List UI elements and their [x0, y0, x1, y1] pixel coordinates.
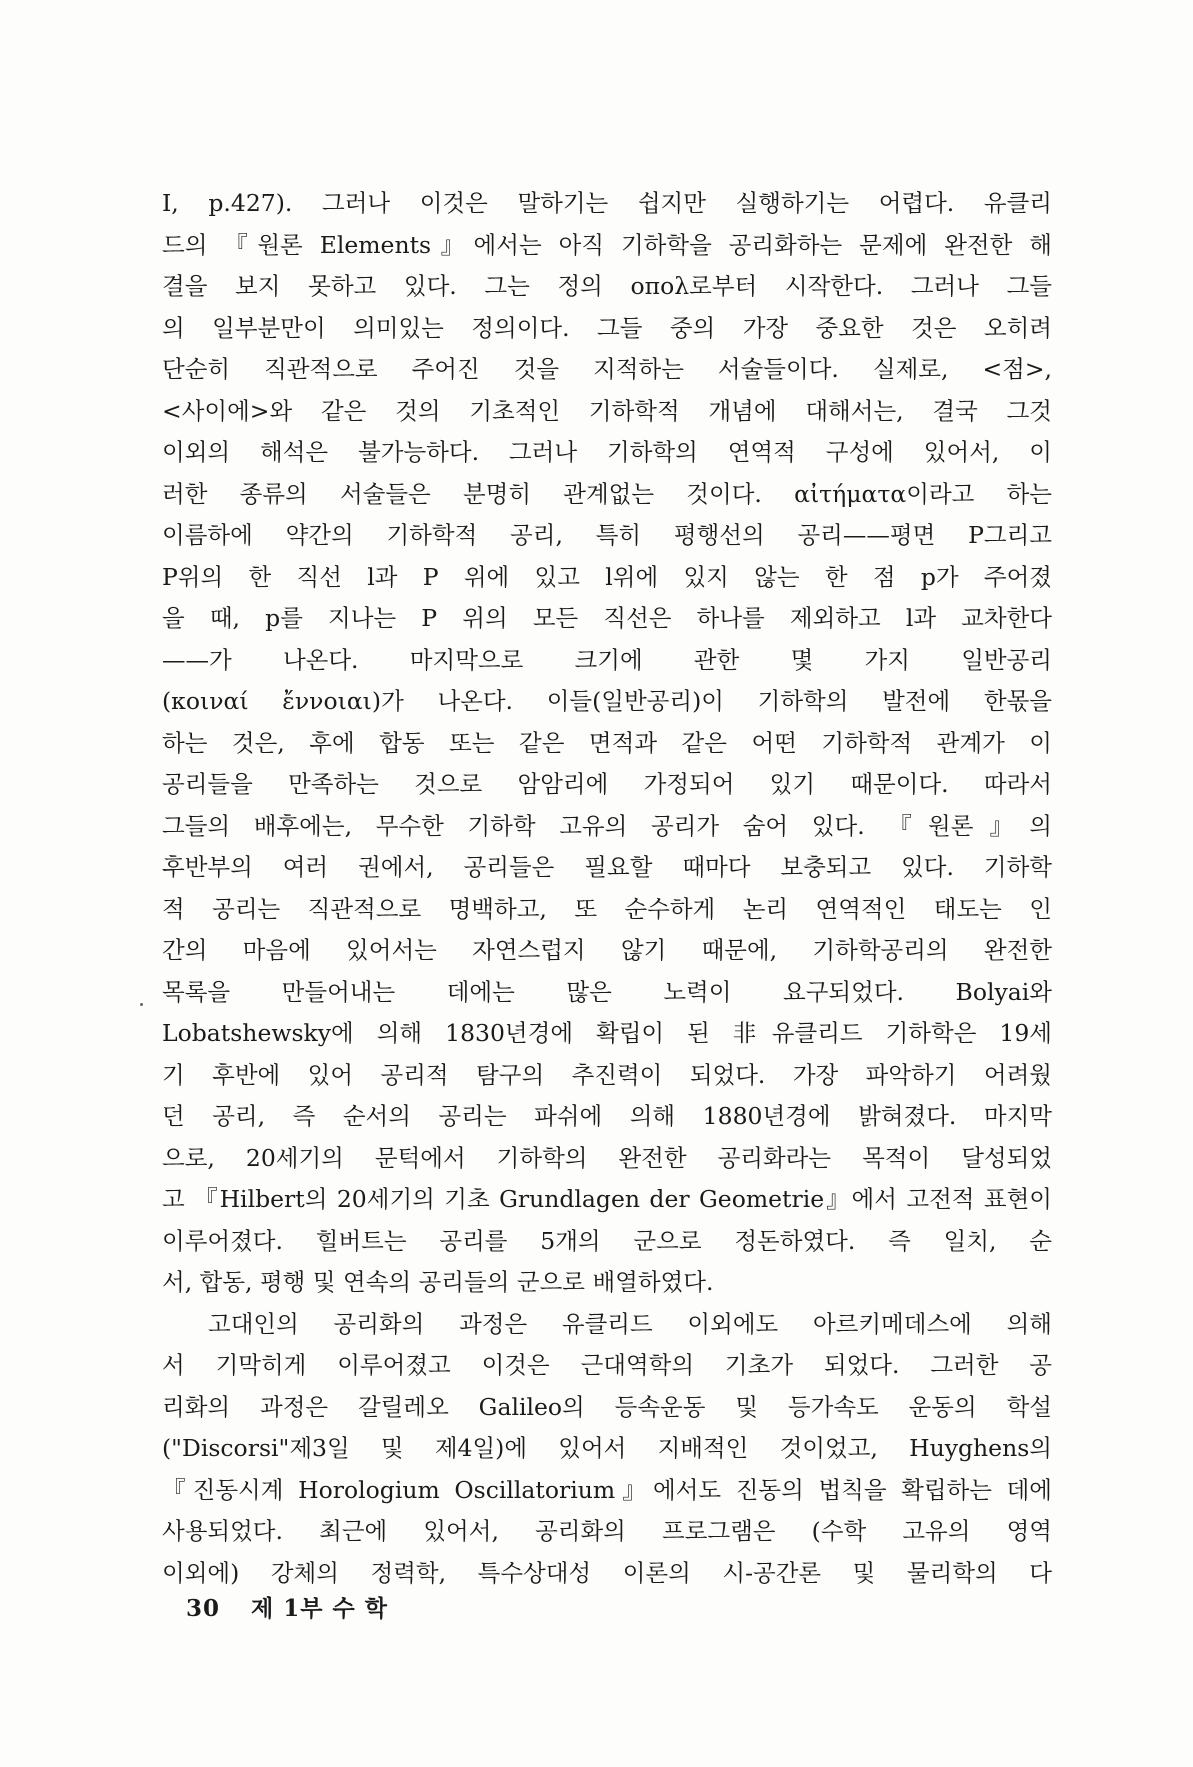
text-line: 고 『Hilbert의 20세기의 기초 Grundlagen der Geometrie』에서 고전적 표현이	[162, 1185, 1052, 1213]
text-line: 고대인의 공리화의 과정은 유클리드 이외에도 아르키메데스에 의해	[208, 1309, 1052, 1338]
text-line: 단순히 직관적으로 주어진 것을 지적하는 서술들이다. 실제로, <점>,	[162, 355, 1052, 383]
text-line: 후반부의 여러 권에서, 공리들은 필요할 때마다 보충되고 있다. 기하학	[162, 853, 1052, 881]
text-line: 리화의 과정은 갈릴레오 Galileo의 등속운동 및 등가속도 운동의 학설	[162, 1392, 1052, 1421]
text-line: 공리들을 만족하는 것으로 암암리에 가정되어 있기 때문이다. 따라서	[162, 770, 1052, 798]
text-line: 드의 『원론 Elements』에서는 아직 기하학을 공리화하는 문제에 완전한 해	[162, 230, 1052, 259]
text-line: 하는 것은, 후에 합동 또는 같은 면적과 같은 어떤 기하학적 관계가 이	[162, 728, 1052, 757]
text-line: 사용되었다. 최근에 있어서, 공리화의 프로그램은 (수학 고유의 영역	[162, 1517, 1052, 1545]
text-line: ("Discorsi"제3일 및 제4일)에 있어서 지배적인 것이었고, Huyghens의	[162, 1434, 1052, 1462]
text-line: 목록을 만들어내는 데에는 많은 노력이 요구되었다. Bolyai와	[162, 977, 1052, 1006]
text-line: 적 공리는 직관적으로 명백하고, 또 순수하게 논리 연역적인 태도는 인	[162, 894, 1052, 923]
text-line: 이름하에 약간의 기하학적 공리, 특히 평행선의 공리——평면 P그리고	[162, 521, 1052, 549]
text-line: 서, 합동, 평행 및 연속의 공리들의 군으로 배열하였다.	[162, 1268, 714, 1296]
text-line: 그들의 배후에는, 무수한 기하학 고유의 공리가 숨어 있다. 『원론』의	[162, 811, 1052, 840]
text-line: 던 공리, 즉 순서의 공리는 파쉬에 의해 1880년경에 밝혀졌다. 마지막	[162, 1102, 1052, 1130]
text-line: 간의 마음에 있어서는 자연스럽지 않기 때문에, 기하학공리의 완전한	[162, 936, 1052, 964]
text-line: <사이에>와 같은 것의 기초적인 기하학적 개념에 대해서는, 결국 그것	[162, 396, 1052, 425]
text-line: I, p.427). 그러나 이것은 말하기는 쉽지만 실행하기는 어렵다. 유클리	[162, 189, 1052, 217]
text-line: 결을 보지 못하고 있다. 그는 정의 οπολ로부터 시작한다. 그러나 그들	[162, 272, 1052, 300]
page-number: 30	[186, 1595, 221, 1622]
text-line: 으로, 20세기의 문턱에서 기하학의 완전한 공리화라는 목적이 달성되었	[162, 1143, 1052, 1172]
text-line: 이외에) 강체의 정력학, 특수상대성 이론의 시-공간론 및 물리학의 다	[162, 1558, 1052, 1587]
text-line: 기 후반에 있어 공리적 탐구의 추진력이 되었다. 가장 파악하기 어려웠	[162, 1060, 1052, 1089]
running-section-title: 제 1부 수 학	[251, 1595, 388, 1622]
text-line: 이외의 해석은 불가능하다. 그러나 기하학의 연역적 구성에 있어서, 이	[162, 438, 1052, 466]
text-line: P위의 한 직선 l과 P 위에 있고 l위에 있지 않는 한 점 p가 주어졌	[162, 562, 1052, 591]
text-line: 러한 종류의 서술들은 분명히 관계없는 것이다. αἰτήματα이라고 하는	[162, 479, 1052, 508]
text-line: 이루어졌다. 힐버트는 공리를 5개의 군으로 정돈하였다. 즉 일치, 순	[162, 1226, 1052, 1255]
text-line: 서 기막히게 이루어졌고 이것은 근대역학의 기초가 되었다. 그러한 공	[162, 1351, 1052, 1379]
text-line: 의 일부분만이 의미있는 정의이다. 그들 중의 가장 중요한 것은 오히려	[162, 313, 1052, 342]
text-line: ——가 나온다. 마지막으로 크기에 관한 몇 가지 일반공리	[162, 645, 1052, 674]
text-line: (κοιναί ἔννοιαι)가 나온다. 이들(일반공리)이 기하학의 발전에 한몫을	[162, 687, 1052, 715]
text-line: 『진동시계 Horologium Oscillatorium』에서도 진동의 법칙을 확립하는 데에	[162, 1475, 1052, 1504]
text-line: 을 때, p를 지나는 P 위의 모든 직선은 하나를 제외하고 l과 교차한다	[162, 604, 1052, 632]
margin-mark	[140, 1003, 143, 1006]
body-text	[162, 183, 1052, 1594]
text-line: Lobatshewsky에 의해 1830년경에 확립이 된 非유클리드 기하학은 19세	[162, 1019, 1052, 1047]
page-footer	[186, 1590, 388, 1623]
